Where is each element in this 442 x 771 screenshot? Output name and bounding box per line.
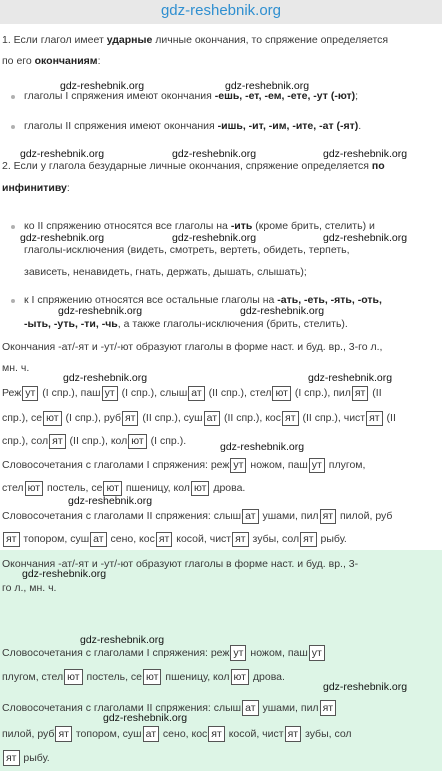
rule2-item2-line1: к I спряжению относятся все остальные глаголы на -ать, -еть, -ять, -оть, [24,294,382,306]
endings-row3: спр.), сол ят (II спр.), кол ют (I спр.). [2,435,187,447]
rule1-line2: по его окончаниям: [2,55,101,67]
rule2-item1-line3: зависеть, ненавидеть, гнать, держать, дышать, слышать); [24,266,307,278]
answer-combos2-row1: Словосочетания с глаголами II спряжения: слыш ат ушами, пил ят [2,700,337,716]
answer-line2: го л., мн. ч. [2,582,57,594]
watermark: gdz-reshebnik.org [172,148,257,160]
answer-combos2-row2: пилой, руб ят топором, суш ат сено, кос ят косой, чист ят зубы, сол [2,728,352,740]
watermark: gdz-reshebnik.org [323,148,408,160]
bullet-icon [11,125,15,129]
endings-line1: Окончания -ат/-ят и -ут/-ют образуют глаголы в форме наст. и буд. вр., 3-го л., [2,341,383,353]
bullet-icon [11,299,15,303]
watermark: gdz-reshebnik.org [308,372,393,384]
answer-line1: Окончания -ат/-ят и -ут/-ют образуют глаголы в форме наст. и буд. вр., 3- [2,558,359,570]
watermark: gdz-reshebnik.org [172,232,257,244]
rule2-item1-line2: глаголы-исключения (видеть, смотреть, вертеть, обидеть, терпеть, [24,244,350,256]
watermark: gdz-reshebnik.org [22,568,107,580]
bullet-icon [11,225,15,229]
watermark: gdz-reshebnik.org [58,305,143,317]
watermark: gdz-reshebnik.org [323,681,408,693]
answer-combos1-row1: Словосочетания с глаголами I спряжения: реж ут ножом, паш ут [2,645,326,661]
rule1-item2: глаголы II спряжения имеют окончания -ишь, -ит, -им, -ите, -ат (-ят). [24,120,362,132]
watermark: gdz-reshebnik.org [60,80,145,92]
site-title[interactable]: gdz-reshebnik.org [160,2,282,19]
combos1-row2: стел ют постель, се ют пшеницу, кол ют дрова. [2,482,246,494]
endings-row2: спр.), се ют (I спр.), руб ят (II спр.), суш ат (II спр.), кос ят (II спр.), чист ят (II [2,412,396,424]
watermark: gdz-reshebnik.org [68,495,153,507]
answer-combos1-row2: плугом, стел ют постель, се ют пшеницу, кол ют дрова. [2,671,285,683]
rule1-item1: глаголы I спряжения имеют окончания -ешь, -ет, -ем, -ете, -ут (-ют); [24,90,359,102]
endings-row1: Реж ут (I спр.), паш ут (I спр.), слыш ат (II спр.), стел ют (I спр.), пил ят (II [2,387,382,399]
combos2-row1: Словосочетания с глаголами II спряжения: слыш ат ушами, пил ят пилой, руб [2,510,393,522]
watermark: gdz-reshebnik.org [80,634,165,646]
rule2-line1: 2. Если у глагола безударные личные окончания, спряжение определяется по [2,160,385,172]
rule1-line1: 1. Если глагол имеет ударные личные окончания, то спряжение определяется [2,34,389,46]
watermark: gdz-reshebnik.org [103,712,188,724]
combos2-row2: ят топором, суш ат сено, кос ят косой, чист ят зубы, сол ят рыбу. [2,532,347,547]
watermark: gdz-reshebnik.org [240,305,325,317]
endings-line2: мн. ч. [2,362,30,374]
watermark: gdz-reshebnik.org [20,232,105,244]
watermark: gdz-reshebnik.org [225,80,310,92]
answer-combos2-row3: ят рыбу. [2,750,50,766]
watermark: gdz-reshebnik.org [323,232,408,244]
watermark: gdz-reshebnik.org [63,372,148,384]
watermark: gdz-reshebnik.org [20,148,105,160]
bullet-icon [11,95,15,99]
rule2-item2-line2: -ыть, -уть, -ти, -чь, а также глаголы-исключения (брить, стелить). [24,318,348,330]
rule2-line2: инфинитиву: [2,182,70,194]
combos1-row1: Словосочетания с глаголами I спряжения: реж ут ножом, паш ут плугом, [2,459,366,471]
rule2-item1-line1: ко II спряжению относятся все глаголы на -ить (кроме брить, стелить) и [24,220,375,232]
watermark: gdz-reshebnik.org [220,441,305,453]
